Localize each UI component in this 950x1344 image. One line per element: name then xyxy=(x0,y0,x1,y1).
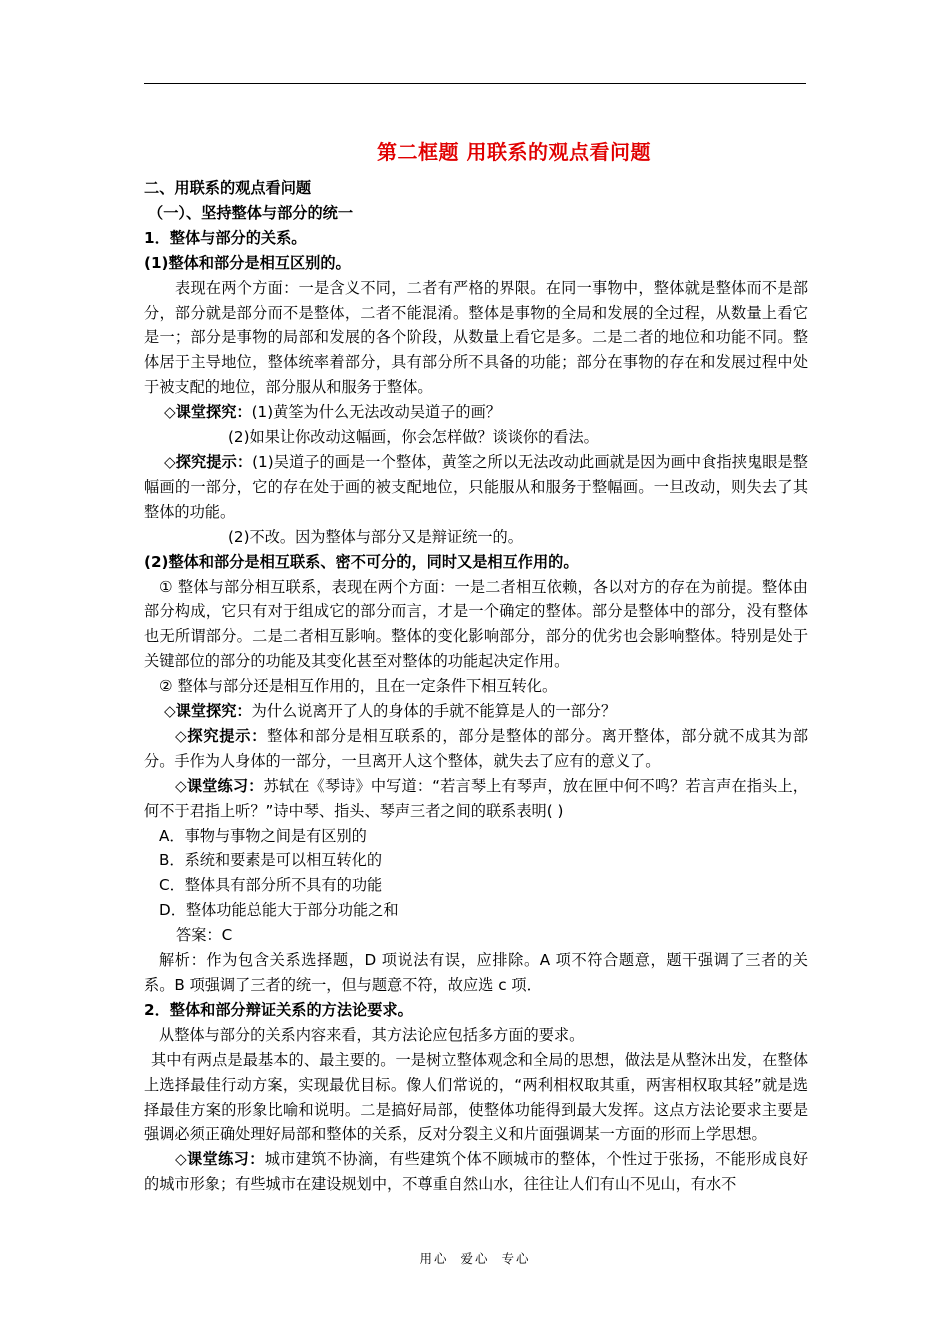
hint-answer: 整体和部分是相互联系的，部分是整体的部分。离开整体，部分就不成其为部分。手作为人身体的一部分，一旦离开人这个整体，就失去了应有的意义了。 xyxy=(144,726,809,770)
section-heading: 二、用联系的观点看问题 xyxy=(144,179,312,197)
exercise-question: 苏轼在《琴诗》中写道：“若言琴上有琴声，放在匣中何不鸣？若言声在指头上，何不于君指上听？”诗中琴、指头、琴声三者之间的联系表明( ) xyxy=(144,776,808,820)
document-body xyxy=(144,176,808,1197)
answer: 答案：C xyxy=(176,926,233,945)
explore-label: ◇课堂探究： xyxy=(164,403,252,422)
hint-2 xyxy=(144,724,808,774)
explore-question: 为什么说离开了人的身体的手就不能算是人的一部分？ xyxy=(251,702,617,721)
hint-label: ◇探究提示： xyxy=(175,726,268,745)
explore-question-2: (2)如果让你改动这幅画，你会怎样做？谈谈你的看法。 xyxy=(228,428,599,447)
option-a: A．事物与事物之间是有区别的 xyxy=(159,826,367,845)
paragraph-5: 其中有两点是最基本的、最主要的。一是树立整体观念和全局的思想，做法是从整沐出发，在整体上选择最佳行动方案，实现最优目标。像人们常说的，“两利相权取其重，两害相权取其轻”就是选择最佳方案的形象比喻和说明。二是搞好局部，使整体功能得到最大发挥。这点方法论要求主要是强调必须正确处理好局部和整体的关系，反对分裂主义和片面强调某一方面的形而上学思想。 xyxy=(144,1050,808,1144)
explore-1 xyxy=(144,400,808,425)
exercise-label: ◇课堂练习： xyxy=(175,776,264,795)
page-title: 第二框题 用联系的观点看问题 xyxy=(377,140,651,164)
paragraph-1: 表现在两个方面：一是含义不同，二者有严格的界限。在同一事物中，整体就是整体而不是部分，部分就是部分而不是整体，二者不能混淆。整体是事物的全局和发展的全过程，从数量上看它是一；部分是事物的局部和发展的各个阶段，从数量上看它是多。二是二者的地位和功能不同。整体居于主导地位，整体统率着部分，具有部分所不具备的功能；部分在事物的存在和发展过程中处于被支配的地位，部分服从和服务于整体。 xyxy=(144,278,808,397)
heading-1-2: (2)整体和部分是相互联系、密不可分的，同时又是相互作用的。 xyxy=(144,552,579,571)
paragraph-2: ① 整体与部分相互联系，表现在两个方面：一是二者相互依赖，各以对方的存在为前提。整体由部分构成，它只有对于组成它的部分而言，才是一个确定的整体。部分是整体中的部分，没有整体也无所谓部分。二是二者相互影响。整体的变化影响部分，部分的优劣也会影响整体。特别是处于关键部位的部分的功能及其变化甚至对整体的功能起决定作用。 xyxy=(144,577,808,671)
explore-2 xyxy=(144,699,808,724)
exercise-2 xyxy=(144,1147,808,1197)
explore-label: ◇课堂探究： xyxy=(164,702,252,721)
hint-1 xyxy=(144,450,808,525)
sub-heading: （一）、坚持整体与部分的统一 xyxy=(148,203,354,222)
option-d: D．整体功能总能大于部分功能之和 xyxy=(159,901,399,920)
heading-2: 2．整体和部分辩证关系的方法论要求。 xyxy=(144,1000,413,1019)
hint-answer-2: (2)不改。因为整体与部分又是辩证统一的。 xyxy=(228,527,523,546)
exercise-1 xyxy=(144,774,808,824)
option-c: C．整体具有部分所不具有的功能 xyxy=(159,876,383,895)
hint-label: ◇探究提示： xyxy=(164,452,253,471)
exercise-text: 城市建筑不协滴，有些建筑个体不顾城市的整体，个性过于张扬，不能形成良好的城市形象；有些城市在建设规划中，不尊重自然山水，往往让人们有山不见山，有水不 xyxy=(144,1150,809,1194)
page-footer: 用心 爱心 专心 xyxy=(419,1251,531,1266)
hint-answer: (1)吴道子的画是一个整体，黄筌之所以无法改动此画就是因为画中食指挟鬼眼是整幅画的一部分，它的存在处于画的被支配地位，只能服从和服务于整幅画。一旦改动，则失去了其整体的功能。 xyxy=(144,452,808,521)
exercise-label: ◇课堂练习： xyxy=(175,1150,265,1169)
analysis: 解析：作为包含关系选择题，D 项说法有误，应排除。A 项不符合题意，题干强调了三者的关系。B 项强调了三者的统一，但与题意不符，故应选 c 项． xyxy=(144,951,808,994)
heading-1: 1．整体与部分的关系。 xyxy=(144,228,307,247)
option-b: B．系统和要素是可以相互转化的 xyxy=(159,851,383,870)
heading-1-1: (1)整体和部分是相互区别的。 xyxy=(144,253,351,272)
paragraph-3: ② 整体与部分还是相互作用的，且在一定条件下相互转化。 xyxy=(159,677,558,696)
header-rule xyxy=(144,83,806,84)
paragraph-4: 从整体与部分的关系内容来看，其方法论应包括多方面的要求。 xyxy=(159,1025,585,1044)
explore-question: (1)黄筌为什么无法改动吴道子的画？ xyxy=(251,403,501,422)
